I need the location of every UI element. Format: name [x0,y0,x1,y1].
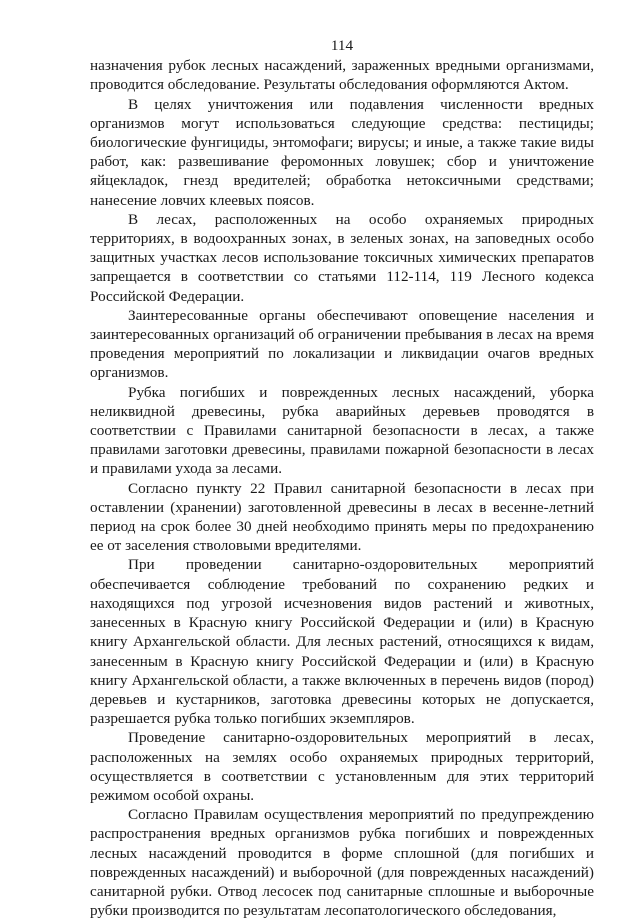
paragraph-7: При проведении санитарно-оздоровительных мероприятий обеспечивается соблюдение требований по сохранению редких и находящихся под угрозой исчезновения видов растений и животных, занесенных в Красную книгу Российской Федерации и (или) в Красную книгу Архангельской области. Для лесных растений, относящихся к видам, занесенным в Красную книгу Российской Федерации и (или) в Красную книгу Архангельской области, а также включенных в перечень видов (пород) деревьев и кустарников, заготовка древесины которых не допускается, разрешается рубка только погибших экземпляров. [90,556,594,728]
paragraph-6: Согласно пункту 22 Правил санитарной безопасности в лесах при оставлении (хранении) заготовленной древесины в лесах в весенне-летний период на срок более 30 дней необходимо принять меры по предохранению ее от заселения стволовыми вредителями. [90,479,594,555]
paragraph-8: Проведение санитарно-оздоровительных мероприятий в лесах, расположенных на землях особо охраняемых природных территорий, осуществляется в соответствии с установленным для этих территорий режимом особой охраны. [90,729,594,804]
page-number: 114 [330,37,354,54]
paragraph-1: назначения рубок лесных насаждений, зараженных вредными организмами, проводится обследование. Результаты обследования оформляются Актом. [90,57,594,94]
paragraph-4: Заинтересованные органы обеспечивают оповещение населения и заинтересованных организаций об ограничении пребывания в лесах на время проведения мероприятий по локализации и ликвидации очагов вредных организмов. [90,306,594,382]
paragraph-3: В лесах, расположенных на особо охраняемых природных территориях, в водоохранных зонах, в зеленых зонах, на заповедных особо защитных участках лесов использование токсичных химических препаратов запрещается в соответствии со статьями 112-114, 119 Лесного кодекса Российской Федерации. [90,210,594,305]
paragraph-9: Согласно Правилам осуществления мероприятий по предупреждению распространения вредных организмов рубка погибших и поврежденных лесных насаждений проводится в форме сплошной (для погибших и поврежденных насаждений) и выборочной (для поврежденных насаждений) санитарной рубки. Отвод лесосек под санитарные сплошные и выборочные рубки производится по результатам лесопатологического обследования, [90,806,594,920]
document-body [90,56,594,920]
paragraph-5: Рубка погибших и поврежденных лесных насаждений, уборка неликвидной древесины, рубка аварийных деревьев проводятся в соответствии с Правилами санитарной безопасности в лесах, а также правилами заготовки древесины, правилами пожарной безопасности в лесах и правилами ухода за лесами. [90,383,594,478]
document-page [90,36,594,920]
paragraph-2: В целях уничтожения или подавления численности вредных организмов могут использоваться следующие средства: пестициды; биологические фунгициды, энтомофаги; вирусы; и иные, а также такие виды работ, как: развешивание феромонных ловушек; сбор и уничтожение яйцекладок, гнезд вредителей; обработка нетоксичными средствами; нанесение ловчих клеевых поясов. [90,95,594,209]
